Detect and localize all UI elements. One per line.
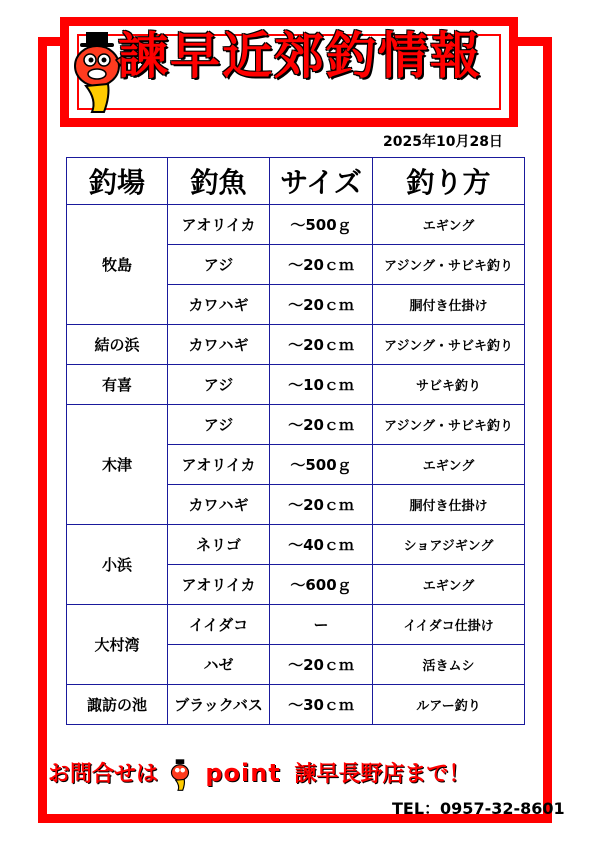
table-row: [67, 205, 525, 245]
cell-size: ～30ｃｍ: [270, 685, 373, 725]
cell-method: 胴付き仕掛け: [373, 485, 525, 525]
cell-size: ～600ｇ: [270, 565, 373, 605]
table-row: [67, 325, 525, 365]
cell-fish: ネリゴ: [168, 525, 270, 565]
cell-size: ～20ｃｍ: [270, 405, 373, 445]
cell-fish: アジ: [168, 405, 270, 445]
cell-size: ～40ｃｍ: [270, 525, 373, 565]
cell-method: エギング: [373, 445, 525, 485]
cell-fish: アジ: [168, 245, 270, 285]
header-fish: 釣魚: [168, 158, 270, 205]
cell-fish: カワハギ: [168, 325, 270, 365]
cell-fish: ハゼ: [168, 645, 270, 685]
header-place: 釣場: [67, 158, 168, 205]
cell-place: 有喜: [67, 365, 168, 405]
cell-method: 活きムシ: [373, 645, 525, 685]
cell-place: 諏訪の池: [67, 685, 168, 725]
cell-size: ～10ｃｍ: [270, 365, 373, 405]
footer-prefix: お問合せは: [48, 762, 159, 787]
cell-fish: アオリイカ: [168, 205, 270, 245]
cell-size: ～20ｃｍ: [270, 245, 373, 285]
cell-size: ー: [270, 605, 373, 645]
cell-method: イイダコ仕掛け: [373, 605, 525, 645]
cell-size: ～20ｃｍ: [270, 325, 373, 365]
cell-fish: アオリイカ: [168, 565, 270, 605]
cell-method: ルアー釣り: [373, 685, 525, 725]
table-row: [67, 685, 525, 725]
cell-size: ～20ｃｍ: [270, 645, 373, 685]
fishing-report-table: [66, 157, 525, 725]
cell-size: ～500ｇ: [270, 205, 373, 245]
brand-logo-text: point: [205, 759, 281, 787]
table-row: [67, 525, 525, 565]
table-header-row: [67, 158, 525, 205]
cell-method: アジング・サビキ釣り: [373, 245, 525, 285]
cell-fish: カワハギ: [168, 485, 270, 525]
cell-size: ～500ｇ: [270, 445, 373, 485]
table-row: [67, 405, 525, 445]
header-size: サイズ: [270, 158, 373, 205]
cell-method: アジング・サビキ釣り: [373, 405, 525, 445]
cell-fish: イイダコ: [168, 605, 270, 645]
table-row: [67, 605, 525, 645]
cell-fish: アジ: [168, 365, 270, 405]
cell-place: 牧島: [67, 205, 168, 325]
header-method: 釣り方: [373, 158, 525, 205]
page-title: 諫早近郊釣情報: [118, 27, 482, 85]
cell-fish: ブラックバス: [168, 685, 270, 725]
phone-number: TEL：0957-32-8601: [392, 799, 565, 818]
cell-size: ～20ｃｍ: [270, 485, 373, 525]
cell-place: 木津: [67, 405, 168, 525]
cell-method: エギング: [373, 205, 525, 245]
table-row: [67, 365, 525, 405]
mascot-fish-icon: [168, 758, 192, 792]
cell-fish: アオリイカ: [168, 445, 270, 485]
cell-place: 大村湾: [67, 605, 168, 685]
cell-size: ～20ｃｍ: [270, 285, 373, 325]
contact-footer: [48, 757, 471, 792]
cell-method: 胴付き仕掛け: [373, 285, 525, 325]
cell-fish: カワハギ: [168, 285, 270, 325]
footer-suffix: 諫早長野店まで！: [294, 762, 471, 787]
cell-method: ショアジギング: [373, 525, 525, 565]
report-date: 2025年10月28日: [383, 134, 503, 150]
cell-place: 結の浜: [67, 325, 168, 365]
cell-method: アジング・サビキ釣り: [373, 325, 525, 365]
cell-method: エギング: [373, 565, 525, 605]
cell-place: 小浜: [67, 525, 168, 605]
cell-method: サビキ釣り: [373, 365, 525, 405]
